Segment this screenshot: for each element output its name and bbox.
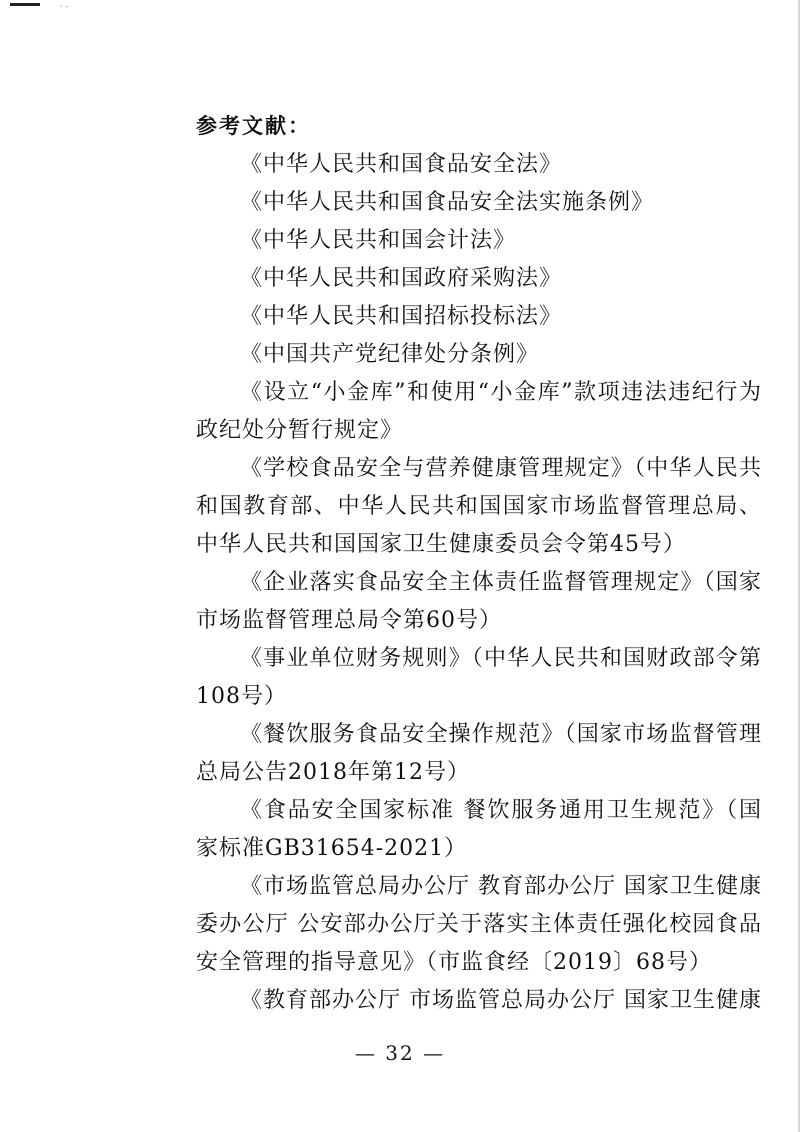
scan-mark — [10, 3, 40, 6]
reference-item: 《中华人民共和国招标投标法》 — [240, 304, 563, 329]
page-number: — 32 — — [354, 1041, 446, 1065]
reference-item: 《中华人民共和国食品安全法实施条例》 — [240, 190, 655, 215]
scan-dots: · - — [60, 2, 68, 11]
references-list — [196, 146, 762, 1020]
reference-item: 《餐饮服务食品安全操作规范》（国家市场监督管理总局公告2018年第12号） — [196, 722, 762, 785]
reference-item: 《企业落实食品安全主体责任监督管理规定》（国家市场监督管理总局令第60号） — [196, 570, 762, 633]
reference-item: 《中华人民共和国政府采购法》 — [240, 266, 563, 291]
reference-item: 《教育部办公厅 市场监管总局办公厅 国家卫生健康 — [240, 988, 762, 1013]
reference-item: 《设立“小金库”和使用“小金库”款项违法违纪行为政纪处分暂行规定》 — [196, 380, 762, 443]
reference-item: 《中国共产党纪律处分条例》 — [240, 342, 540, 367]
reference-item: 《学校食品安全与营养健康管理规定》（中华人民共和国教育部、中华人民共和国国家市场监督管理总局、中华人民共和国国家卫生健康委员会令第45号） — [196, 456, 762, 557]
references-heading: 参考文献： — [196, 114, 311, 138]
reference-item: 《事业单位财务规则》（中华人民共和国财政部令第108号） — [196, 646, 762, 709]
reference-item: 《中华人民共和国会计法》 — [240, 228, 517, 253]
reference-item: 《市场监管总局办公厅 教育部办公厅 国家卫生健康委办公厅 公安部办公厅关于落实主体责任强化校园食品安全管理的指导意见》（市监食经〔2019〕68号） — [196, 874, 762, 975]
reference-item: 《中华人民共和国食品安全法》 — [240, 152, 563, 177]
reference-item: 《食品安全国家标准 餐饮服务通用卫生规范》（国家标准GB31654-2021） — [196, 798, 762, 861]
